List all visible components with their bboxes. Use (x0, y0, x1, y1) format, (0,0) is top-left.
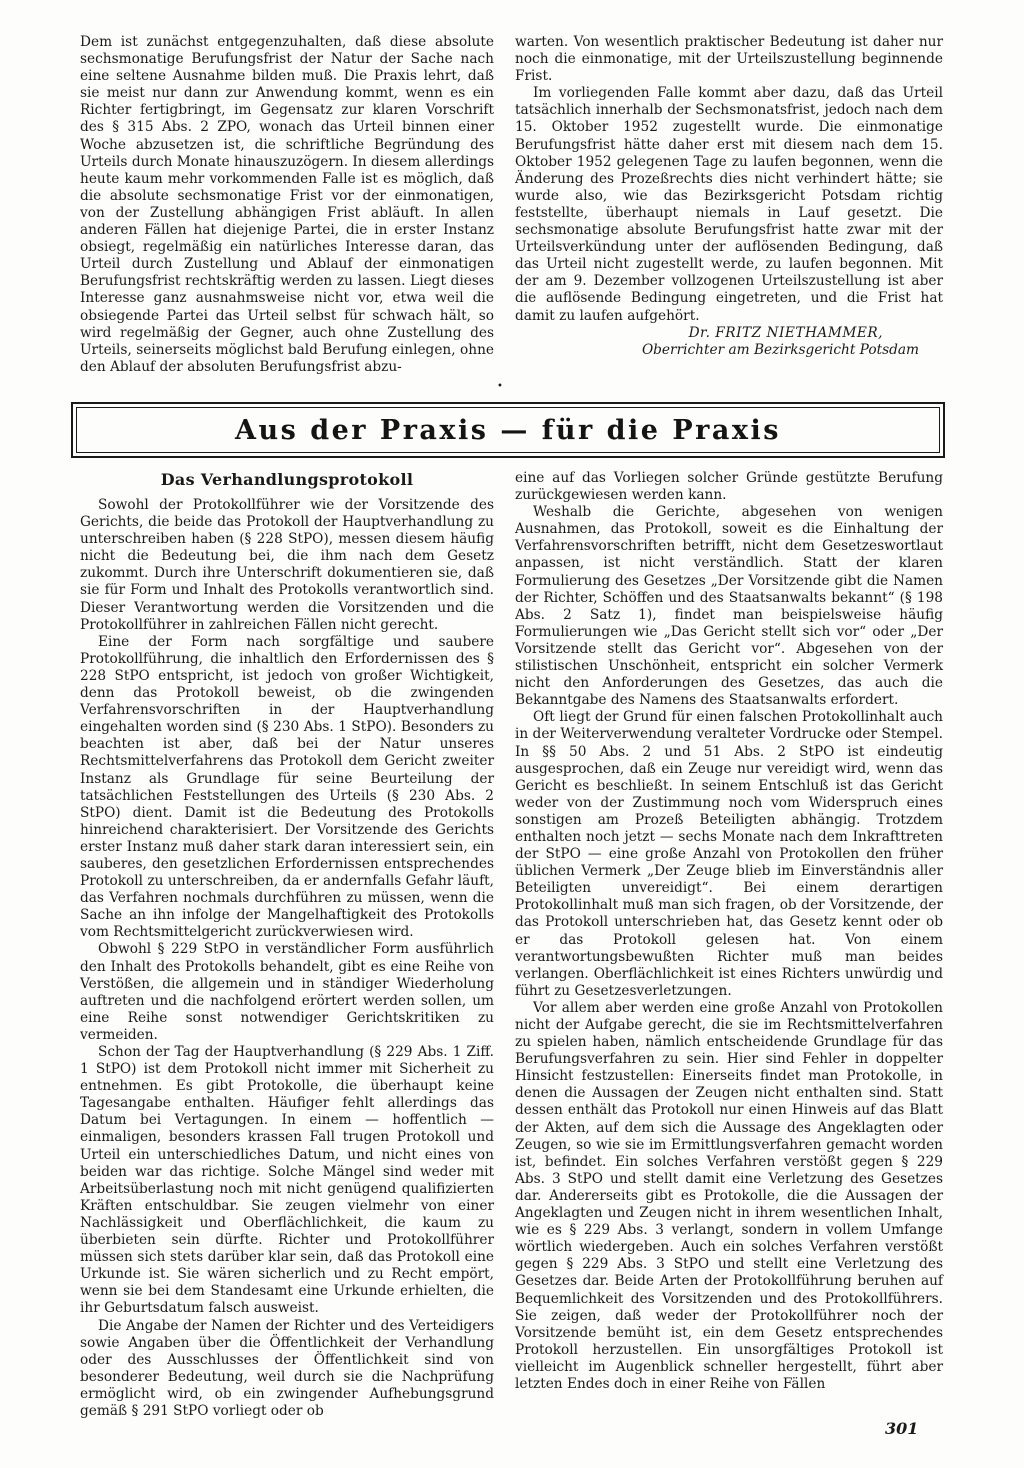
author-title: Oberrichter am Bezirksgericht Potsdam (641, 341, 919, 358)
paragraph: Schon der Tag der Hauptverhandlung (§ 229 Abs. 1 Ziff. 1 StPO) ist dem Protokoll nicht immer mit Sicherheit zu entnehmen. Es gibt Protokolle, die überhaupt keine Tagesangabe enthalten. Häufiger fehlt allerdings das Datum bei Vertagungen. In einem — hoffentlich — einmaligen, besonders krassen Fall trugen Protokoll und Urteil ein unterschiedliches Datum, und nicht eines von beiden war das richtige. Solche Mängel sind weder mit Arbeitsüberlastung noch mit nicht genügend qualifizierten Kräften entschuldbar. Sie zeugen vielmehr von einer Nachlässigkeit und Oberflächlichkeit, die kaum zu überbieten sein dürfte. Richter und Protokollführer müssen sich stets darüber klar sein, daß das Protokoll eine Urkunde ist. Sie wären sicherlich und zu Recht empört, wenn sie bei dem Standesamt eine Urkunde erhielten, die ihr Geburtsdatum falsch ausweist. (80, 1044, 494, 1317)
top-left-column (80, 34, 494, 376)
paragraph: Eine der Form nach sorgfältige und saubere Protokollführung, die inhaltlich den Erfordernissen des § 228 StPO entspricht, ist jedoch von großer Wichtigkeit, denn das Protokoll beweist, ob die zwingenden Verfahrensvorschriften in der Hauptverhandlung eingehalten worden sind (§ 230 Abs. 1 StPO). Besonders zu beachten ist aber, daß bei der Natur unseres Rechtsmittelverfahrens das Protokoll dem Gericht zweiter Instanz als Grundlage für seine Beurteilung der tatsächlichen Feststellungen des Urteils (§ 230 Abs. 2 StPO) dient. Damit ist die Bedeutung des Protokolls hinreichend charakterisiert. Der Vorsitzende des Gerichts erster Instanz muß daher stark daran interessiert sein, ein sauberes, den gesetzlichen Erfordernissen entsprechendes Protokoll zu unterschreiben, da er andernfalls Gefahr läuft, das Verfahren nochmals durchführen zu müssen, wenn die Sache an ihn infolge der Mangelhaftigkeit des Protokolls vom Rechtsmittelgericht zurückverwiesen wird. (80, 633, 494, 941)
paragraph: eine auf das Vorliegen solcher Gründe gestützte Berufung zurückgewiesen werden kann. (515, 470, 943, 504)
article-left-column (80, 497, 494, 1420)
paragraph: Oft liegt der Grund für einen falschen Protokollinhalt auch in der Weiterverwendung veralteter Vordrucke oder Stempel. In §§ 50 Abs. 2 und 51 Abs. 2 StPO ist eindeutig ausgesprochen, daß ein Zeuge nur vereidigt wird, wenn das Gericht es beschließt. In seinem Entschluß ist das Gericht weder von der Zustimmung noch vom Widerspruch eines sonstigen am Prozeß Beteiligten abhängig. Trotzdem enthalten noch jetzt — sechs Monate nach dem Inkrafttreten der StPO — eine große Anzahl von Protokollen den früher üblichen Vermerk „Der Zeuge blieb im Einverständnis aller Beteiligten unvereidigt“. Bei einem derartigen Protokollinhalt muß man sich fragen, ob der Vorsitzende, der das Protokoll unterschrieben hat, das Gesetz kennt oder ob er das Protokoll gelesen hat. Von einem verantwortungsbewußten Richter muß man beides verlangen. Oberflächlichkeit ist eines Richters unwürdig und führt zu Gesetzesverletzungen. (515, 709, 943, 999)
top-right-column (515, 34, 943, 359)
column-divider-mark: • (497, 381, 503, 392)
section-banner (71, 402, 945, 458)
paragraph: Vor allem aber werden eine große Anzahl von Protokollen nicht der Aufgabe gerecht, die sie im Rechtsmittelverfahren zu spielen haben, nämlich entscheidende Grundlage für das Berufungsverfahren zu sein. Hier sind Fehler in doppelter Hinsicht festzustellen: Einerseits findet man Protokolle, in denen die Aussagen der Zeugen nicht enthalten sind. Statt dessen enthält das Protokoll nur einen Hinweis auf das Blatt der Akten, auf dem sich die Aussage des Angeklagten oder Zeugen, so wie sie im Ermittlungsverfahren gemacht worden ist, befindet. Ein solches Verfahren verstößt gegen § 229 Abs. 3 StPO und stellt damit eine Verletzung des Gesetzes dar. Andererseits gibt es Protokolle, die die Aussagen der Angeklagten und Zeugen nicht in ihrem wesentlichen Inhalt, wie es § 229 Abs. 3 verlangt, sondern in vollem Umfange wörtlich wiedergeben. Auch ein solches Verfahren verstößt gegen § 229 Abs. 3 StPO und stellt eine Verletzung des Gesetzes dar. Beide Arten der Protokollführung beruhen auf Bequemlichkeit des Vorsitzenden und des Protokollführers. Sie zeigen, daß weder der Protokollführer noch der Vorsitzende bemüht ist, ein dem Gesetz entsprechendes Protokoll herzustellen. Ein unsorgfältiges Protokoll ist vielleicht im Augenblick schneller hergestellt, führt aber letzten Endes doch in einer Reihe von Fällen (515, 999, 943, 1392)
paragraph: Sowohl der Protokollführer wie der Vorsitzende des Gerichts, die beide das Protokoll der Hauptverhandlung zu unterschreiben haben (§ 228 StPO), messen diesem häufig nicht die Bedeutung bei, die ihm nach dem Gesetz zukommt. Durch ihre Unterschrift dokumentieren sie, daß sie für Form und Inhalt des Protokolls verantwortlich sind. Dieser Verantwortung werden die Vorsitzenden und die Protokollführer in zahlreichen Fällen nicht gerecht. (80, 497, 494, 633)
paragraph: Im vorliegenden Falle kommt aber dazu, daß das Urteil tatsächlich innerhalb der Sechsmonatsfrist, jedoch nach dem 15. Oktober 1952 zugestellt wurde. Die einmonatige Berufungsfrist hätte daher erst mit diesem nach dem 15. Oktober 1952 gelegenen Tage zu laufen begonnen, wenn die Änderung des Prozeßrechts dies nicht verhindert hätte; sie wurde also, wie das Bezirksgericht Potsdam richtig feststellte, überhaupt niemals in Lauf gesetzt. Die sechsmonatige absolute Berufungsfrist hatte zwar mit der Urteilsverkündung unter der auflösenden Bedingung, daß das Urteil nicht zugestellt werde, zu laufen begonnen. Mit der am 9. Dezember vollzogenen Urteilszustellung ist aber die auflösende Bedingung eingetreten, und die Frist hat damit zu laufen aufgehört. (515, 85, 943, 324)
section-banner-inner (76, 407, 940, 453)
paragraph: Die Angabe der Namen der Richter und des Verteidigers sowie Angaben über die Öffentlichkeit der Verhandlung oder des Ausschlusses der Öffentlichkeit sind von besonderer Bedeutung, weil durch sie die Nachprüfung ermöglicht wird, ob ein zwingender Aufhebungsgrund gemäß § 291 StPO vorliegt oder ob (80, 1317, 494, 1419)
page-number: 301 (885, 1419, 919, 1438)
article-title: Das Verhandlungsprotokoll (160, 470, 414, 489)
section-title: Aus der Praxis — für die Praxis (235, 414, 781, 446)
paragraph: Weshalb die Gerichte, abgesehen von wenigen Ausnahmen, das Protokoll, soweit es die Einhaltung der Verfahrensvorschriften betrifft, nicht dem Gesetzeswortlaut anpassen, ist nicht verständlich. Statt der klaren Formulierung des Gesetzes „Der Vorsitzende gibt die Namen der Richter, Schöffen und des Staatsanwalts bekannt“ (§ 198 Abs. 2 Satz 1), findet man beispielsweise häufig Formulierungen wie „Das Gericht stellt sich vor“ oder „Der Vorsitzende stellt das Gericht vor“. Abgesehen von der stilistischen Unschönheit, entspricht ein solcher Vermerk nicht den Anforderungen des Gesetzes, das auch die Bekanntgabe des Namens des Staatsanwalts erfordert. (515, 504, 943, 709)
paragraph: Dem ist zunächst entgegenzuhalten, daß diese absolute sechsmonatige Berufungsfrist der Natur der Sache nach eine seltene Ausnahme bilden muß. Die Praxis lehrt, daß sie meist nur dann zur Anwendung kommt, wenn es ein Richter fertigbringt, im Gegensatz zur klaren Vorschrift des § 315 Abs. 2 ZPO, wonach das Urteil binnen einer Woche abzusetzen ist, die schriftliche Begründung des Urteils durch Monate hinauszuzögern. In diesem allerdings heute kaum mehr vorkommenden Falle ist es möglich, daß die absolute sechsmonatige Frist vor der einmonatigen, von der Zustellung abhängigen Frist abläuft. In allen anderen Fällen hat diejenige Partei, die in erster Instanz obsiegt, regelmäßig ein natürliches Interesse daran, das Urteil durch Zustellung und Ablauf der einmonatigen Berufungsfrist rechtskräftig werden zu lassen. Liegt dieses Interesse ganz ausnahmsweise nicht vor, etwa weil die obsiegende Partei das Urteil selbst für schwach hält, so wird regelmäßig der Gegner, auch ohne Zustellung des Urteils, seinerseits möglichst bald Berufung einlegen, ohne den Ablauf der absoluten Berufungsfrist abzu- (80, 34, 494, 375)
paragraph: Obwohl § 229 StPO in verständlicher Form ausführlich den Inhalt des Protokolls behandelt, gibt es eine Reihe von Verstößen, die allgemein und in ständiger Wiederholung auftreten und die nachfolgend erörtert werden sollen, um eine Reihe sonst notwendiger Gerichtskritiken zu vermeiden. (80, 941, 494, 1043)
article-right-column (515, 470, 943, 1393)
author-signature: Dr. FRITZ NIETHAMMER, (688, 324, 883, 341)
paragraph: warten. Von wesentlich praktischer Bedeutung ist daher nur noch die einmonatige, mit der Urteilszustellung beginnende Frist. (515, 34, 943, 85)
